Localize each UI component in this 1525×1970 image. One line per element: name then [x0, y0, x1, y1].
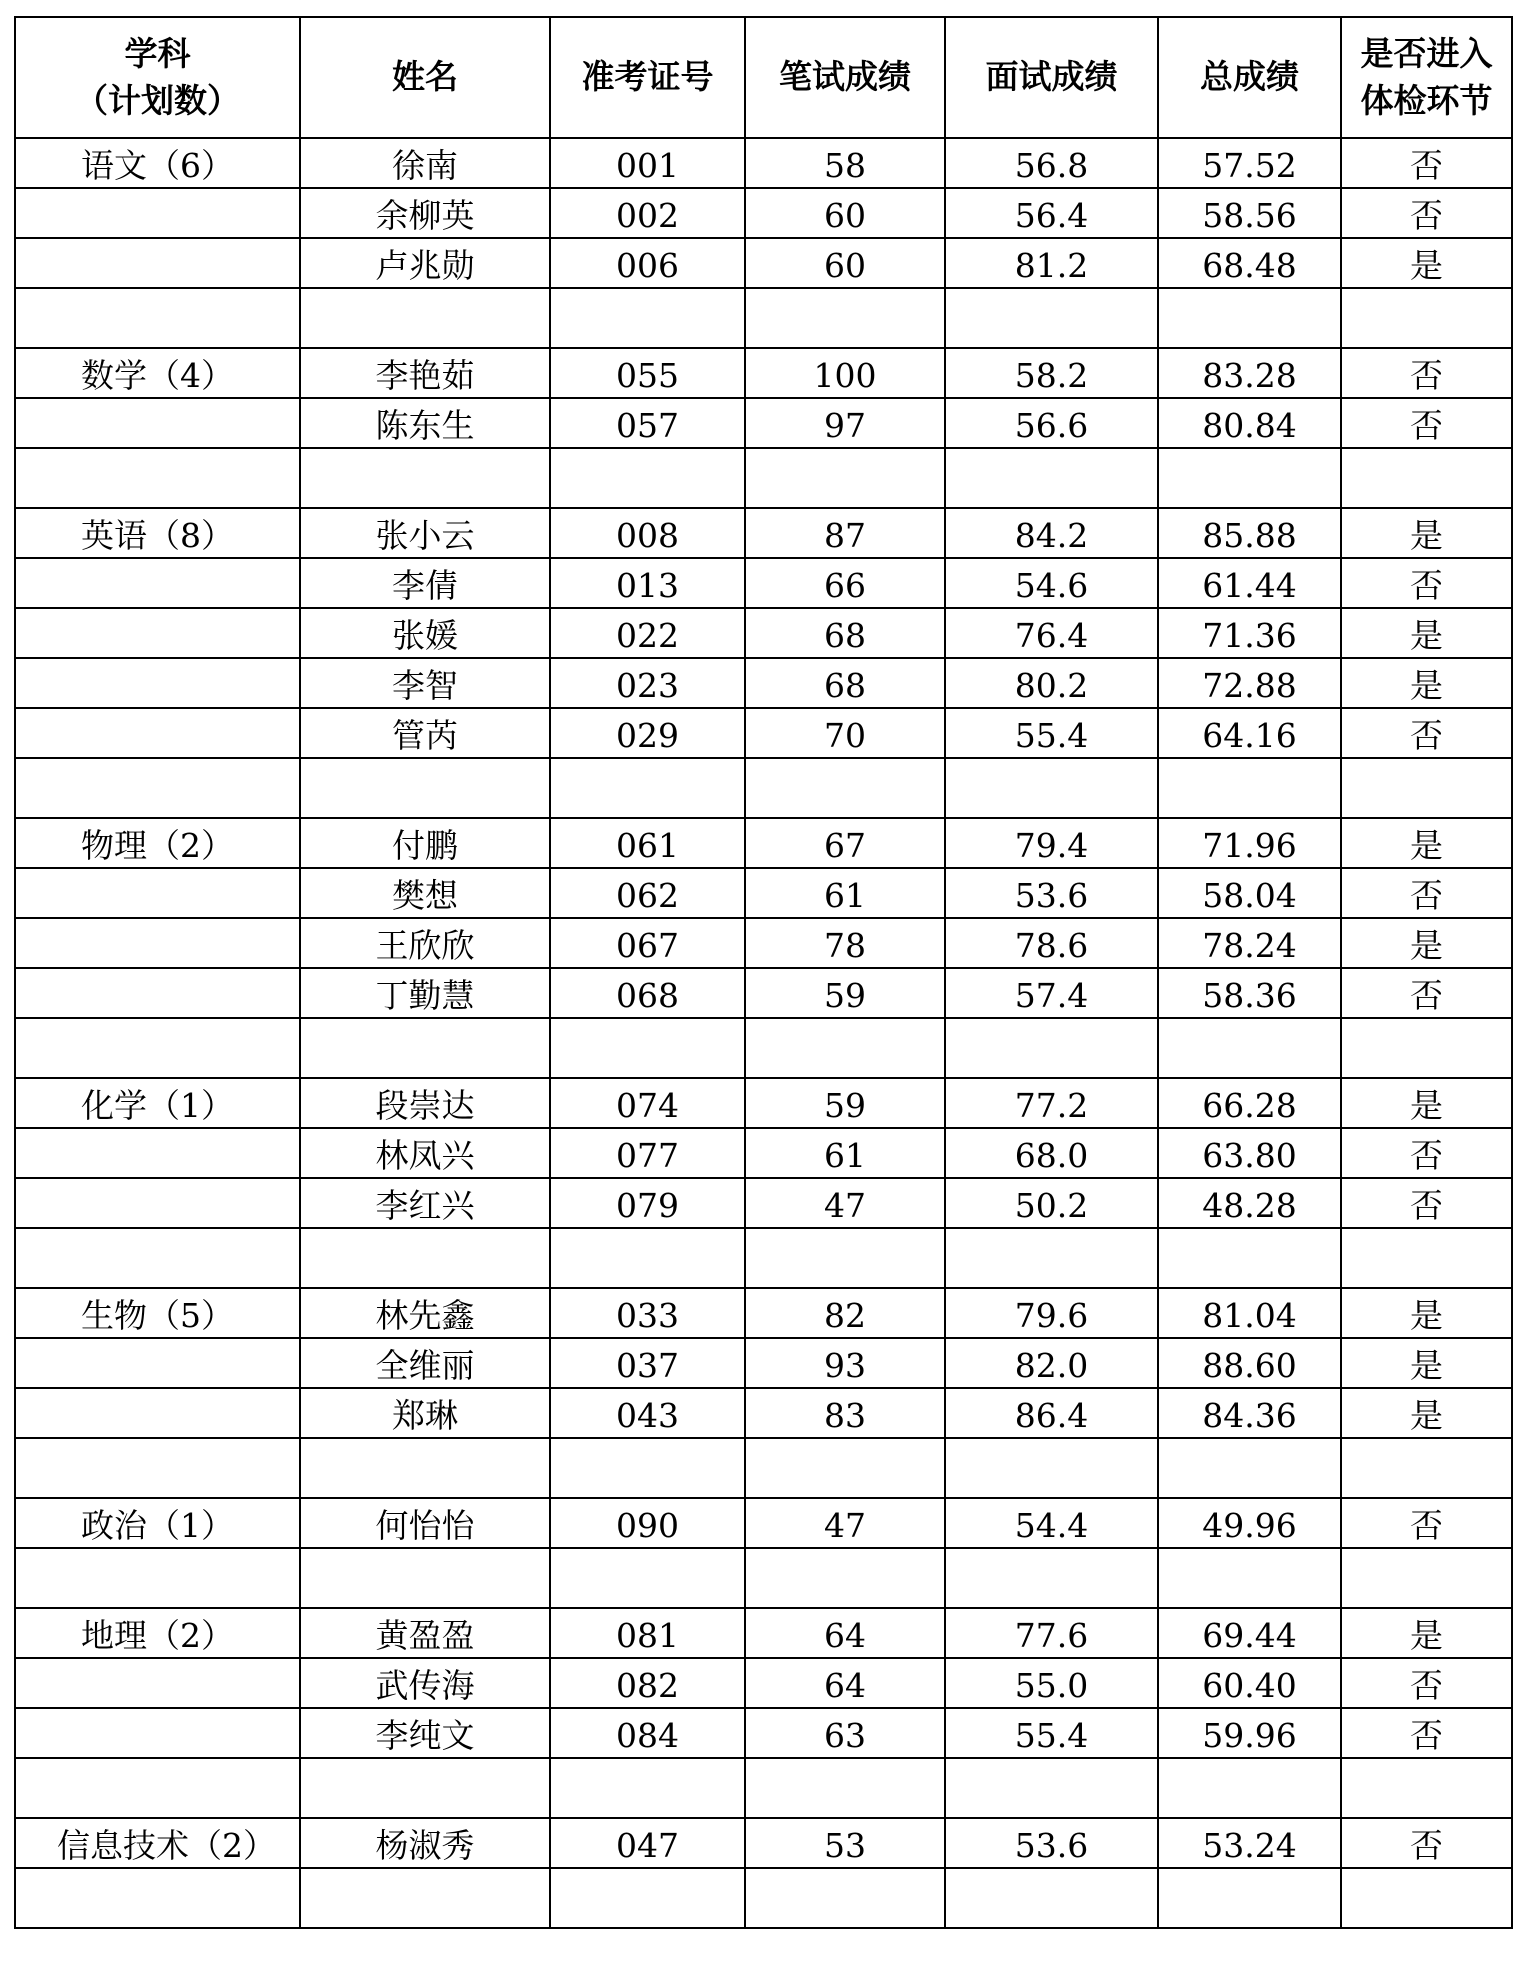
id-cell: 061 — [550, 818, 745, 868]
empty-cell — [1158, 1438, 1341, 1498]
name-cell: 余柳英 — [300, 188, 550, 238]
interview-cell: 80.2 — [945, 658, 1158, 708]
table-row — [15, 658, 1512, 708]
spacer-row — [15, 1018, 1512, 1078]
subject-cell: 物理（2） — [15, 818, 300, 868]
physical-cell: 否 — [1341, 1128, 1512, 1178]
empty-cell — [15, 1018, 300, 1078]
empty-cell — [300, 1018, 550, 1078]
empty-cell — [745, 1868, 945, 1928]
physical-cell: 是 — [1341, 1388, 1512, 1438]
id-cell: 074 — [550, 1078, 745, 1128]
name-cell: 段崇达 — [300, 1078, 550, 1128]
written-cell: 59 — [745, 1078, 945, 1128]
total-cell: 83.28 — [1158, 348, 1341, 398]
interview-cell: 55.4 — [945, 708, 1158, 758]
header-row — [15, 17, 1512, 138]
empty-cell — [300, 1868, 550, 1928]
empty-cell — [945, 448, 1158, 508]
total-cell: 60.40 — [1158, 1658, 1341, 1708]
total-cell: 57.52 — [1158, 138, 1341, 188]
interview-cell: 57.4 — [945, 968, 1158, 1018]
physical-cell: 是 — [1341, 1338, 1512, 1388]
physical-cell: 是 — [1341, 608, 1512, 658]
empty-cell — [300, 1438, 550, 1498]
interview-cell: 54.4 — [945, 1498, 1158, 1548]
id-cell: 082 — [550, 1658, 745, 1708]
table-row — [15, 1338, 1512, 1388]
id-cell: 023 — [550, 658, 745, 708]
written-cell: 78 — [745, 918, 945, 968]
subject-cell — [15, 658, 300, 708]
name-cell: 林凤兴 — [300, 1128, 550, 1178]
name-cell: 樊想 — [300, 868, 550, 918]
table-row — [15, 1498, 1512, 1548]
written-cell: 59 — [745, 968, 945, 1018]
total-cell: 81.04 — [1158, 1288, 1341, 1338]
subject-cell: 政治（1） — [15, 1498, 300, 1548]
written-cell: 70 — [745, 708, 945, 758]
empty-cell — [550, 1438, 745, 1498]
empty-cell — [300, 1228, 550, 1288]
interview-cell: 56.4 — [945, 188, 1158, 238]
total-cell: 68.48 — [1158, 238, 1341, 288]
id-cell: 008 — [550, 508, 745, 558]
table-row — [15, 348, 1512, 398]
interview-cell: 53.6 — [945, 868, 1158, 918]
subject-cell — [15, 918, 300, 968]
physical-cell: 否 — [1341, 868, 1512, 918]
empty-cell — [15, 758, 300, 818]
table-row — [15, 138, 1512, 188]
interview-cell: 86.4 — [945, 1388, 1158, 1438]
header-physical-line2: 体检环节 — [1360, 80, 1493, 120]
header-physical-line1: 是否进入 — [1360, 34, 1493, 74]
empty-cell — [300, 288, 550, 348]
empty-cell — [745, 1228, 945, 1288]
name-cell: 付鹏 — [300, 818, 550, 868]
subject-cell: 英语（8） — [15, 508, 300, 558]
table-row — [15, 188, 1512, 238]
empty-cell — [1341, 1758, 1512, 1818]
name-cell: 张小云 — [300, 508, 550, 558]
id-cell: 047 — [550, 1818, 745, 1868]
empty-cell — [15, 1548, 300, 1608]
empty-cell — [550, 1018, 745, 1078]
spacer-row — [15, 758, 1512, 818]
spacer-row — [15, 1438, 1512, 1498]
empty-cell — [1341, 1548, 1512, 1608]
id-cell: 037 — [550, 1338, 745, 1388]
physical-cell: 否 — [1341, 1708, 1512, 1758]
table-row — [15, 1708, 1512, 1758]
written-cell: 64 — [745, 1658, 945, 1708]
header-subject — [15, 17, 300, 138]
subject-cell — [15, 558, 300, 608]
written-cell: 47 — [745, 1498, 945, 1548]
subject-cell — [15, 398, 300, 448]
empty-cell — [945, 1758, 1158, 1818]
subject-cell — [15, 238, 300, 288]
spacer-row — [15, 1868, 1512, 1928]
interview-cell: 53.6 — [945, 1818, 1158, 1868]
interview-cell: 56.8 — [945, 138, 1158, 188]
interview-cell: 55.0 — [945, 1658, 1158, 1708]
empty-cell — [945, 758, 1158, 818]
id-cell: 001 — [550, 138, 745, 188]
subject-cell — [15, 1338, 300, 1388]
interview-cell: 68.0 — [945, 1128, 1158, 1178]
name-cell: 李倩 — [300, 558, 550, 608]
name-cell: 陈东生 — [300, 398, 550, 448]
empty-cell — [300, 1758, 550, 1818]
interview-cell: 76.4 — [945, 608, 1158, 658]
header-subject-line1: 学科 — [124, 34, 191, 74]
name-cell: 林先鑫 — [300, 1288, 550, 1338]
physical-cell: 否 — [1341, 1178, 1512, 1228]
written-cell: 64 — [745, 1608, 945, 1658]
total-cell: 72.88 — [1158, 658, 1341, 708]
empty-cell — [745, 288, 945, 348]
empty-cell — [15, 1758, 300, 1818]
written-cell: 83 — [745, 1388, 945, 1438]
name-cell: 王欣欣 — [300, 918, 550, 968]
written-cell: 60 — [745, 238, 945, 288]
empty-cell — [1341, 1018, 1512, 1078]
empty-cell — [945, 288, 1158, 348]
total-cell: 88.60 — [1158, 1338, 1341, 1388]
subject-cell: 数学（4） — [15, 348, 300, 398]
empty-cell — [1341, 1438, 1512, 1498]
total-cell: 66.28 — [1158, 1078, 1341, 1128]
table-row — [15, 1288, 1512, 1338]
id-cell: 067 — [550, 918, 745, 968]
physical-cell: 是 — [1341, 918, 1512, 968]
written-cell: 68 — [745, 658, 945, 708]
id-cell: 029 — [550, 708, 745, 758]
name-cell: 李纯文 — [300, 1708, 550, 1758]
table-row — [15, 238, 1512, 288]
table-row — [15, 1078, 1512, 1128]
empty-cell — [550, 1548, 745, 1608]
subject-cell — [15, 1388, 300, 1438]
total-cell: 58.56 — [1158, 188, 1341, 238]
subject-cell: 地理（2） — [15, 1608, 300, 1658]
written-cell: 82 — [745, 1288, 945, 1338]
empty-cell — [15, 448, 300, 508]
physical-cell: 否 — [1341, 348, 1512, 398]
name-cell: 李艳茹 — [300, 348, 550, 398]
spacer-row — [15, 1758, 1512, 1818]
empty-cell — [550, 758, 745, 818]
total-cell: 78.24 — [1158, 918, 1341, 968]
id-cell: 084 — [550, 1708, 745, 1758]
interview-cell: 77.2 — [945, 1078, 1158, 1128]
table-row — [15, 1128, 1512, 1178]
id-cell: 006 — [550, 238, 745, 288]
empty-cell — [945, 1228, 1158, 1288]
header-physical — [1341, 17, 1512, 138]
subject-cell — [15, 188, 300, 238]
id-cell: 013 — [550, 558, 745, 608]
interview-cell: 55.4 — [945, 1708, 1158, 1758]
total-cell: 85.88 — [1158, 508, 1341, 558]
interview-cell: 78.6 — [945, 918, 1158, 968]
physical-cell: 否 — [1341, 188, 1512, 238]
table-row — [15, 708, 1512, 758]
written-cell: 93 — [745, 1338, 945, 1388]
id-cell: 022 — [550, 608, 745, 658]
empty-cell — [745, 758, 945, 818]
total-cell: 63.80 — [1158, 1128, 1341, 1178]
interview-cell: 56.6 — [945, 398, 1158, 448]
subject-cell: 化学（1） — [15, 1078, 300, 1128]
spacer-row — [15, 1548, 1512, 1608]
written-cell: 47 — [745, 1178, 945, 1228]
id-cell: 077 — [550, 1128, 745, 1178]
id-cell: 057 — [550, 398, 745, 448]
physical-cell: 是 — [1341, 238, 1512, 288]
name-cell: 武传海 — [300, 1658, 550, 1708]
physical-cell: 是 — [1341, 818, 1512, 868]
name-cell: 丁勤慧 — [300, 968, 550, 1018]
physical-cell: 否 — [1341, 558, 1512, 608]
total-cell: 84.36 — [1158, 1388, 1341, 1438]
subject-cell: 生物（5） — [15, 1288, 300, 1338]
header-id: 准考证号 — [550, 17, 745, 138]
name-cell: 全维丽 — [300, 1338, 550, 1388]
id-cell: 055 — [550, 348, 745, 398]
table-row — [15, 818, 1512, 868]
physical-cell: 是 — [1341, 1608, 1512, 1658]
written-cell: 61 — [745, 1128, 945, 1178]
spacer-row — [15, 448, 1512, 508]
subject-cell — [15, 608, 300, 658]
total-cell: 58.04 — [1158, 868, 1341, 918]
spacer-row — [15, 1228, 1512, 1288]
physical-cell: 否 — [1341, 398, 1512, 448]
empty-cell — [550, 1868, 745, 1928]
empty-cell — [1341, 1228, 1512, 1288]
interview-cell: 82.0 — [945, 1338, 1158, 1388]
id-cell: 090 — [550, 1498, 745, 1548]
spacer-row — [15, 288, 1512, 348]
id-cell: 043 — [550, 1388, 745, 1438]
interview-cell: 84.2 — [945, 508, 1158, 558]
name-cell: 杨淑秀 — [300, 1818, 550, 1868]
empty-cell — [1158, 1758, 1341, 1818]
empty-cell — [745, 1758, 945, 1818]
interview-cell: 79.6 — [945, 1288, 1158, 1338]
id-cell: 002 — [550, 188, 745, 238]
interview-cell: 54.6 — [945, 558, 1158, 608]
written-cell: 100 — [745, 348, 945, 398]
total-cell: 58.36 — [1158, 968, 1341, 1018]
empty-cell — [550, 288, 745, 348]
interview-cell: 79.4 — [945, 818, 1158, 868]
written-cell: 60 — [745, 188, 945, 238]
empty-cell — [15, 1228, 300, 1288]
total-cell: 69.44 — [1158, 1608, 1341, 1658]
total-cell: 49.96 — [1158, 1498, 1341, 1548]
header-total: 总成绩 — [1158, 17, 1341, 138]
table-row — [15, 558, 1512, 608]
written-cell: 61 — [745, 868, 945, 918]
physical-cell: 否 — [1341, 708, 1512, 758]
empty-cell — [945, 1438, 1158, 1498]
written-cell: 87 — [745, 508, 945, 558]
table-row — [15, 1178, 1512, 1228]
table-row — [15, 1388, 1512, 1438]
total-cell: 80.84 — [1158, 398, 1341, 448]
subject-cell: 语文（6） — [15, 138, 300, 188]
empty-cell — [1158, 448, 1341, 508]
empty-cell — [745, 1018, 945, 1078]
name-cell: 李红兴 — [300, 1178, 550, 1228]
empty-cell — [550, 1228, 745, 1288]
empty-cell — [300, 758, 550, 818]
id-cell: 079 — [550, 1178, 745, 1228]
subject-cell — [15, 968, 300, 1018]
physical-cell: 是 — [1341, 1078, 1512, 1128]
empty-cell — [550, 448, 745, 508]
interview-cell: 58.2 — [945, 348, 1158, 398]
name-cell: 黄盈盈 — [300, 1608, 550, 1658]
id-cell: 081 — [550, 1608, 745, 1658]
empty-cell — [945, 1018, 1158, 1078]
table-row — [15, 608, 1512, 658]
name-cell: 李智 — [300, 658, 550, 708]
header-interview: 面试成绩 — [945, 17, 1158, 138]
empty-cell — [1158, 288, 1341, 348]
name-cell: 郑琳 — [300, 1388, 550, 1438]
total-cell: 71.36 — [1158, 608, 1341, 658]
name-cell: 张媛 — [300, 608, 550, 658]
id-cell: 062 — [550, 868, 745, 918]
empty-cell — [300, 448, 550, 508]
table-row — [15, 1658, 1512, 1708]
written-cell: 53 — [745, 1818, 945, 1868]
empty-cell — [15, 1868, 300, 1928]
subject-cell — [15, 868, 300, 918]
subject-cell — [15, 1708, 300, 1758]
table-row — [15, 1818, 1512, 1868]
physical-cell: 否 — [1341, 1658, 1512, 1708]
table-row — [15, 918, 1512, 968]
empty-cell — [1158, 1868, 1341, 1928]
empty-cell — [1158, 758, 1341, 818]
subject-cell — [15, 1658, 300, 1708]
header-written: 笔试成绩 — [745, 17, 945, 138]
id-cell: 068 — [550, 968, 745, 1018]
subject-cell — [15, 1178, 300, 1228]
empty-cell — [745, 448, 945, 508]
empty-cell — [745, 1548, 945, 1608]
total-cell: 61.44 — [1158, 558, 1341, 608]
physical-cell: 是 — [1341, 658, 1512, 708]
empty-cell — [1158, 1018, 1341, 1078]
empty-cell — [300, 1548, 550, 1608]
empty-cell — [1341, 1868, 1512, 1928]
empty-cell — [745, 1438, 945, 1498]
table-row — [15, 398, 1512, 448]
empty-cell — [550, 1758, 745, 1818]
empty-cell — [1158, 1228, 1341, 1288]
empty-cell — [1341, 448, 1512, 508]
table-body — [15, 138, 1512, 1928]
empty-cell — [15, 288, 300, 348]
physical-cell: 否 — [1341, 138, 1512, 188]
written-cell: 66 — [745, 558, 945, 608]
physical-cell: 是 — [1341, 1288, 1512, 1338]
id-cell: 033 — [550, 1288, 745, 1338]
physical-cell: 否 — [1341, 1498, 1512, 1548]
empty-cell — [945, 1548, 1158, 1608]
empty-cell — [945, 1868, 1158, 1928]
total-cell: 48.28 — [1158, 1178, 1341, 1228]
interview-cell: 50.2 — [945, 1178, 1158, 1228]
name-cell: 管芮 — [300, 708, 550, 758]
name-cell: 何怡怡 — [300, 1498, 550, 1548]
total-cell: 71.96 — [1158, 818, 1341, 868]
table-row — [15, 868, 1512, 918]
name-cell: 卢兆勋 — [300, 238, 550, 288]
total-cell: 59.96 — [1158, 1708, 1341, 1758]
empty-cell — [15, 1438, 300, 1498]
interview-cell: 77.6 — [945, 1608, 1158, 1658]
table-row — [15, 1608, 1512, 1658]
written-cell: 58 — [745, 138, 945, 188]
interview-cell: 81.2 — [945, 238, 1158, 288]
written-cell: 63 — [745, 1708, 945, 1758]
subject-cell — [15, 1128, 300, 1178]
table-row — [15, 968, 1512, 1018]
total-cell: 64.16 — [1158, 708, 1341, 758]
name-cell: 徐南 — [300, 138, 550, 188]
written-cell: 68 — [745, 608, 945, 658]
physical-cell: 否 — [1341, 1818, 1512, 1868]
written-cell: 67 — [745, 818, 945, 868]
total-cell: 53.24 — [1158, 1818, 1341, 1868]
physical-cell: 否 — [1341, 968, 1512, 1018]
empty-cell — [1341, 758, 1512, 818]
empty-cell — [1341, 288, 1512, 348]
score-table — [14, 16, 1513, 1929]
header-name: 姓名 — [300, 17, 550, 138]
written-cell: 97 — [745, 398, 945, 448]
subject-cell: 信息技术（2） — [15, 1818, 300, 1868]
subject-cell — [15, 708, 300, 758]
header-subject-line2: （计划数） — [75, 80, 240, 120]
physical-cell: 是 — [1341, 508, 1512, 558]
empty-cell — [1158, 1548, 1341, 1608]
table-row — [15, 508, 1512, 558]
